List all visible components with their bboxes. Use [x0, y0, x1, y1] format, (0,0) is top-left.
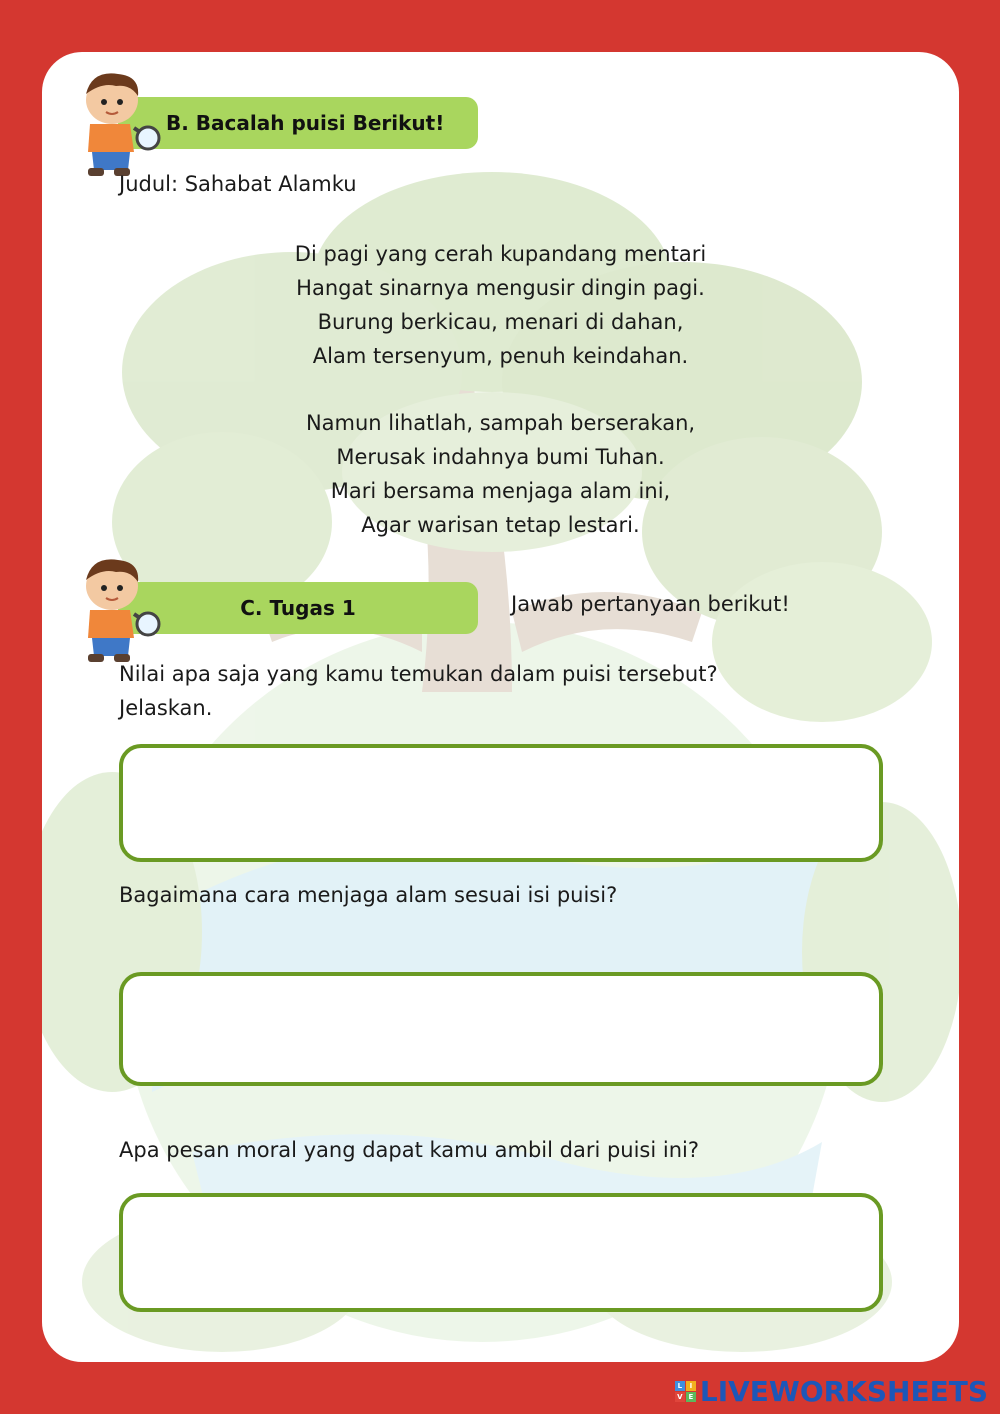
- section-c-title: C. Tugas 1: [240, 596, 356, 620]
- logo-letter: E: [686, 1392, 696, 1402]
- poem-stanza-1: [42, 237, 959, 373]
- question-1: [119, 657, 718, 725]
- question-1-line-2: Jelaskan.: [119, 696, 213, 720]
- brand-name: LIVEWORKSHEETS: [699, 1375, 988, 1408]
- answer-box-2[interactable]: [119, 972, 883, 1086]
- question-2: Bagaimana cara menjaga alam sesuai isi puisi?: [119, 883, 618, 907]
- poem-line: Merusak indahnya bumi Tuhan.: [336, 445, 665, 469]
- question-1-line-1: Nilai apa saja yang kamu temukan dalam puisi tersebut?: [119, 662, 718, 686]
- logo-letter: V: [675, 1392, 685, 1402]
- poem-line: Namun lihatlah, sampah berserakan,: [305, 411, 696, 435]
- poem-line: Di pagi yang cerah kupandang mentari: [294, 242, 707, 266]
- worksheet-page: [42, 52, 959, 1362]
- section-b-title: B. Bacalah puisi Berikut!: [166, 111, 445, 135]
- section-b-header: [118, 97, 478, 149]
- logo-letter: I: [686, 1381, 696, 1391]
- poem-line: Alam tersenyum, penuh keindahan.: [312, 344, 689, 368]
- poem-line: Burung berkicau, menari di dahan,: [317, 310, 684, 334]
- question-3: Apa pesan moral yang dapat kamu ambil dari puisi ini?: [119, 1138, 700, 1162]
- answer-box-3[interactable]: [119, 1193, 883, 1312]
- task-instruction: Jawab pertanyaan berikut!: [511, 592, 790, 616]
- liveworksheets-logo[interactable]: [675, 1375, 988, 1408]
- poem-line: Mari bersama menjaga alam ini,: [330, 479, 671, 503]
- logo-mark-icon: [675, 1381, 696, 1402]
- kid-with-magnifier-icon: [72, 66, 164, 178]
- answer-box-1[interactable]: [119, 744, 883, 862]
- poem-line: Hangat sinarnya mengusir dingin pagi.: [296, 276, 705, 300]
- section-c-header: [118, 582, 478, 634]
- logo-letter: L: [675, 1381, 685, 1391]
- poem-title: Judul: Sahabat Alamku: [119, 172, 357, 196]
- poem-stanza-2: [42, 406, 959, 542]
- poem-line: Agar warisan tetap lestari.: [361, 513, 640, 537]
- kid-with-magnifier-icon: [72, 552, 164, 664]
